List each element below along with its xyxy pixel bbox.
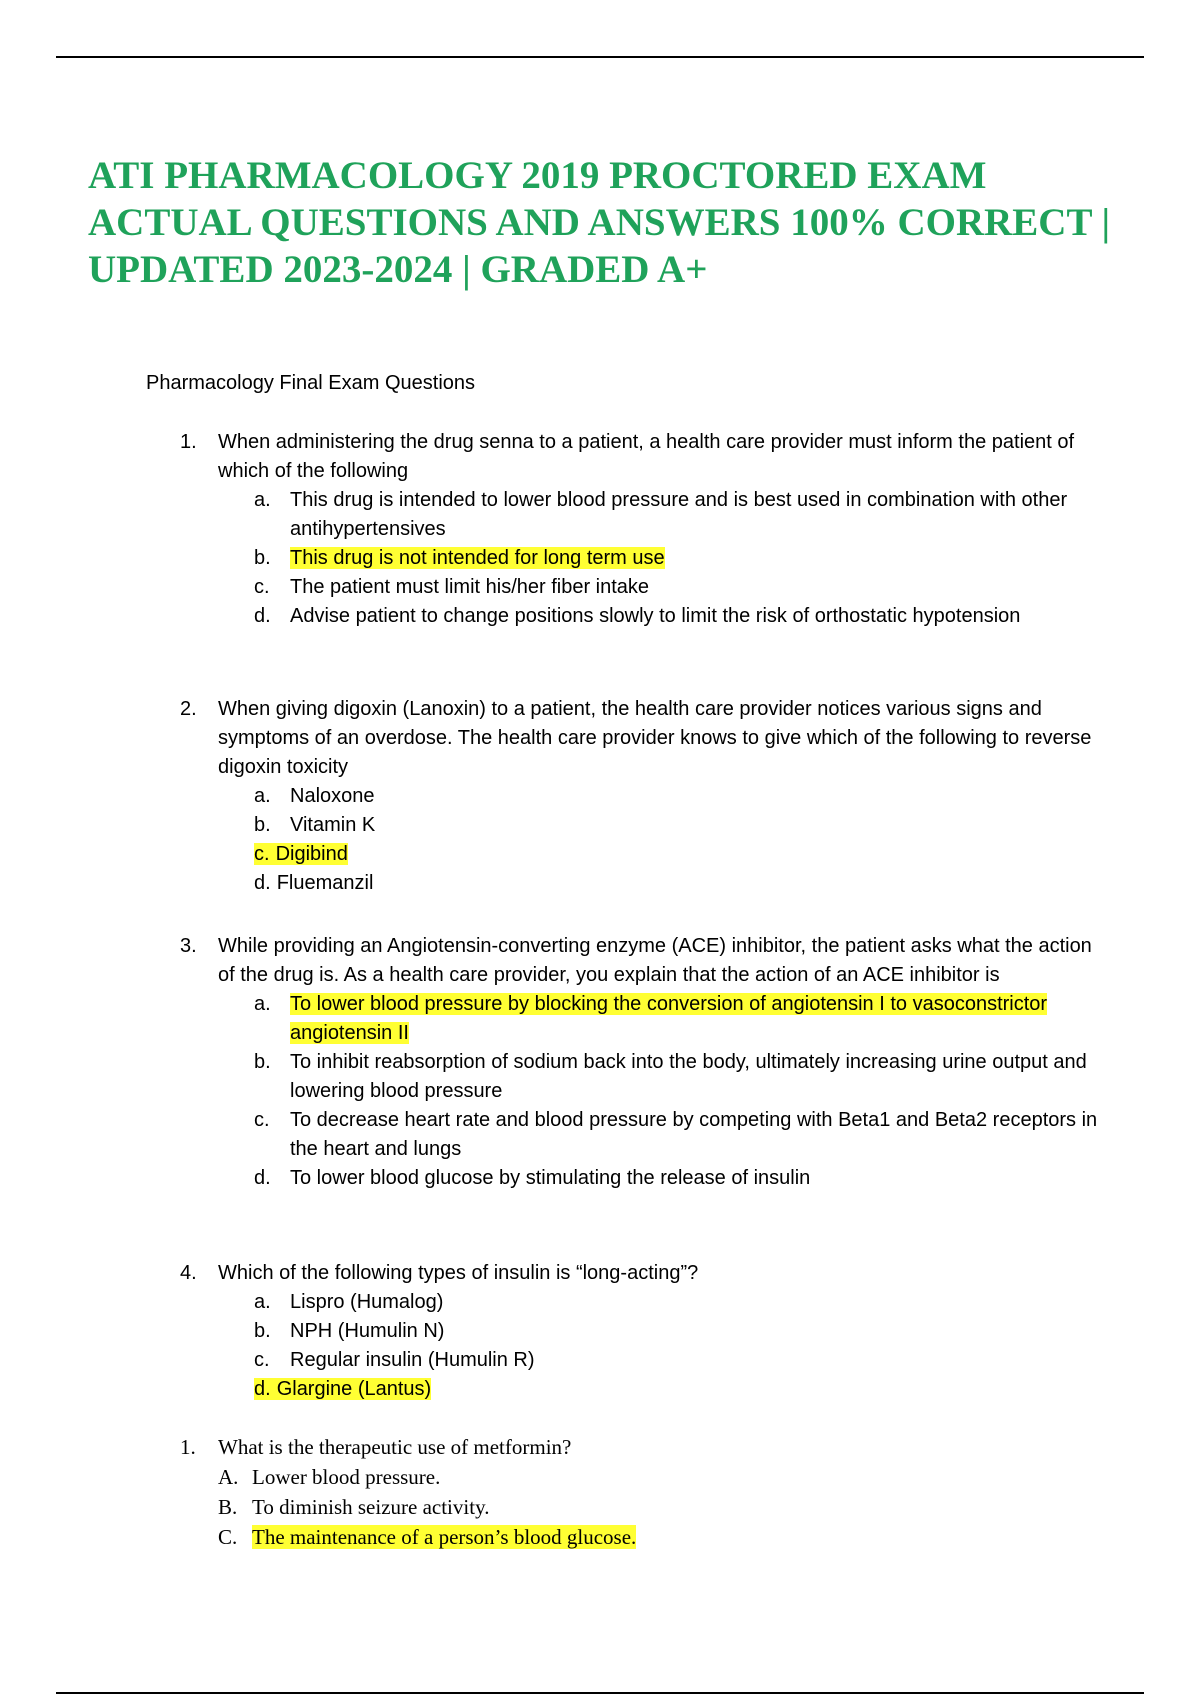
answer-option-b xyxy=(180,1048,1100,1106)
option-letter: a. xyxy=(254,1291,271,1313)
correct-answer-highlight xyxy=(254,843,348,865)
question-number: 4. xyxy=(180,1262,197,1284)
option-text: Advise patient to change positions slowly to limit the risk of orthostatic hypotension xyxy=(290,605,1021,627)
question-text: When giving digoxin (Lanoxin) to a patient, the health care provider notices various signs and symptoms of an overdose. The health care provider knows to give which of the following to reverse digoxin toxicity xyxy=(218,698,1092,778)
question-stem xyxy=(180,932,1100,990)
option-text: To decrease heart rate and blood pressure by competing with Beta1 and Beta2 receptors in the heart and lungs xyxy=(290,1109,1098,1160)
answer-option-b xyxy=(180,811,1100,840)
question-text: When administering the drug senna to a patient, a health care provider must inform the patient of which of the following xyxy=(218,431,1075,482)
question-2 xyxy=(180,695,1100,898)
document-title: ATI PHARMACOLOGY 2019 PROCTORED EXAM ACTUAL QUESTIONS AND ANSWERS 100% CORRECT | UPDATED 2023-2024 | GRADED A+ xyxy=(88,154,1111,291)
question-5 xyxy=(180,1432,1100,1552)
option-letter: B. xyxy=(218,1495,238,1519)
answer-option-a xyxy=(180,1288,1100,1317)
option-letter: b. xyxy=(254,547,271,569)
option-text: To lower blood glucose by stimulating the release of insulin xyxy=(290,1167,811,1189)
option-letter: a. xyxy=(254,785,271,807)
option-text: Regular insulin (Humulin R) xyxy=(290,1349,535,1371)
option-letter: d. xyxy=(254,1378,271,1400)
option-text: Glargine (Lantus) xyxy=(276,1378,432,1400)
answer-option-c xyxy=(180,1522,1100,1552)
answer-option-c xyxy=(180,840,1100,869)
option-letter: a. xyxy=(254,489,271,511)
answer-option-b xyxy=(180,1492,1100,1522)
answer-option-d xyxy=(180,1375,1100,1404)
answer-option-a xyxy=(180,1462,1100,1492)
question-number: 3. xyxy=(180,935,197,957)
question-stem xyxy=(180,428,1100,486)
answer-option-d xyxy=(180,602,1100,631)
correct-answer-highlight: The maintenance of a person’s blood glucose. xyxy=(252,1525,637,1549)
option-text: The patient must limit his/her fiber intake xyxy=(290,576,650,598)
question-text: What is the therapeutic use of metformin? xyxy=(218,1435,572,1459)
correct-answer-highlight: To lower blood pressure by blocking the conversion of angiotensin I to vasoconstrictor angiotensin II xyxy=(290,993,1048,1044)
answer-option-a xyxy=(180,990,1100,1048)
option-text: NPH (Humulin N) xyxy=(290,1320,445,1342)
correct-answer-highlight: This drug is not intended for long term use xyxy=(290,547,665,569)
answer-option-d xyxy=(180,1164,1100,1193)
option-letter: d. xyxy=(254,872,271,894)
option-letter: b. xyxy=(254,1051,271,1073)
question-3 xyxy=(180,932,1100,1193)
question-1 xyxy=(180,428,1100,631)
option-text: To diminish seizure activity. xyxy=(252,1495,490,1519)
question-4 xyxy=(180,1259,1100,1404)
option-text: This drug is intended to lower blood pressure and is best used in combination with other antihypertensives xyxy=(290,489,1068,540)
question-number: 2. xyxy=(180,698,197,720)
option-text: Naloxone xyxy=(290,785,375,807)
option-text: Vitamin K xyxy=(290,814,376,836)
option-letter: A. xyxy=(218,1465,239,1489)
document-subtitle: Pharmacology Final Exam Questions xyxy=(146,372,476,394)
answer-option-c xyxy=(180,573,1100,602)
option-letter: b. xyxy=(254,1320,271,1342)
answer-option-d xyxy=(180,869,1100,898)
option-letter: c. xyxy=(254,576,270,598)
option-letter: a. xyxy=(254,993,271,1015)
answer-option-b xyxy=(180,1317,1100,1346)
answer-option-b xyxy=(180,544,1100,573)
option-text: To inhibit reabsorption of sodium back into the body, ultimately increasing urine output and lowering blood pressure xyxy=(290,1051,1087,1102)
option-letter: d. xyxy=(254,1167,271,1189)
answer-options xyxy=(180,782,1100,898)
answer-option-c xyxy=(180,1106,1100,1164)
answer-options xyxy=(180,486,1100,631)
correct-answer-highlight xyxy=(254,1378,431,1400)
option-text: Lower blood pressure. xyxy=(252,1465,441,1489)
question-number: 1. xyxy=(180,1435,196,1459)
option-letter: C. xyxy=(218,1525,238,1549)
question-text: Which of the following types of insulin is “long-acting”? xyxy=(218,1262,699,1284)
option-letter: c. xyxy=(254,1109,270,1131)
option-text: Fluemanzil xyxy=(276,872,374,894)
question-stem xyxy=(180,695,1100,782)
answer-options xyxy=(180,990,1100,1193)
option-letter: b. xyxy=(254,814,271,836)
answer-option-a xyxy=(180,486,1100,544)
bottom-rule xyxy=(56,1692,1144,1694)
option-text: Lispro (Humalog) xyxy=(290,1291,444,1313)
question-number: 1. xyxy=(180,431,197,453)
question-stem xyxy=(180,1432,1100,1462)
answer-option-a xyxy=(180,782,1100,811)
option-letter: d. xyxy=(254,605,271,627)
answer-options xyxy=(180,1288,1100,1404)
question-text: While providing an Angiotensin-converting enzyme (ACE) inhibitor, the patient asks what the action of the drug is. As a health care provider, you explain that the action of an ACE inhibitor is xyxy=(218,935,1092,986)
question-stem xyxy=(180,1259,1100,1288)
top-rule xyxy=(56,56,1144,58)
option-letter: c. xyxy=(254,843,270,865)
answer-options xyxy=(180,1462,1100,1552)
answer-option-c xyxy=(180,1346,1100,1375)
option-text: Digibind xyxy=(275,843,348,865)
option-letter: c. xyxy=(254,1349,270,1371)
